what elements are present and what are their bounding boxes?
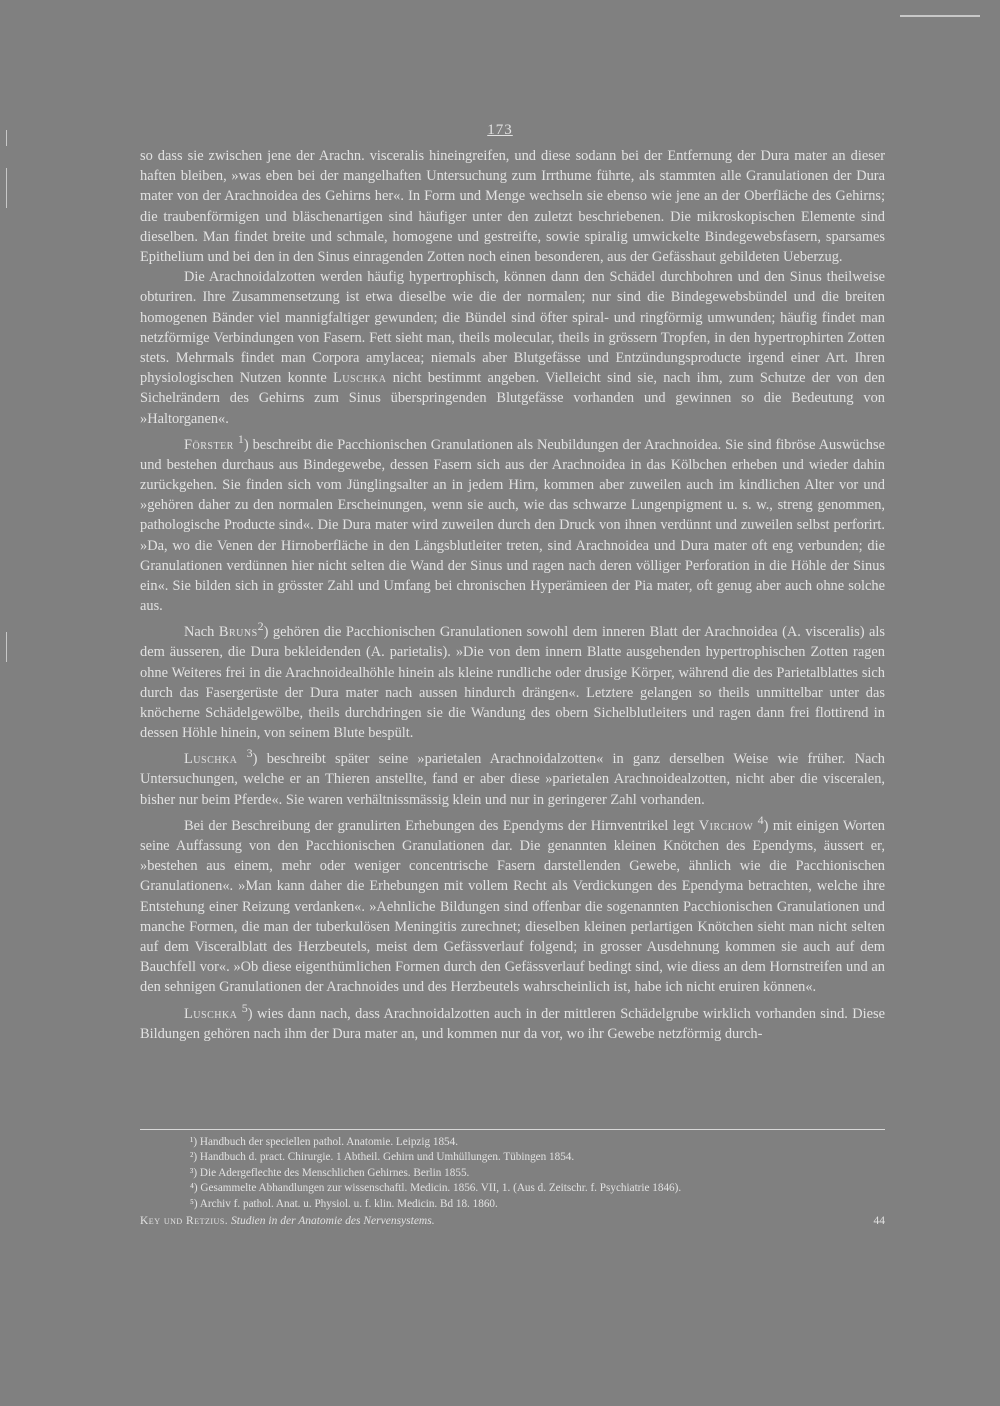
paragraph: Förster $^1$) beschreibt die Pacchionischen Granulationen als Neubildungen der Arachnoidea. Sie sind fibröse Auswüchse und bestehen durchaus aus Bindegewebe, dessen Fasern sich aus der Arachnoidea in das Kölbchen erheben und wieder dahin zurückgehen. Sie finden sich vom Jünglingsalter an in jedem Hirn, kommen aber zuweilen auch im kindlichen Alter vor und »gehören daher zu den normalen Erscheinungen, wenn sie auch, wie das schwarze Lungenpigment u. s. w., streng genommen, pathologische Producte sind«. Die Dura mater wird zuweilen durch den Druck von ihnen verdünnt und zuweilen selbst perforirt. »Da, wo die Venen der Hirnoberfläche in den Längsblutleiter treten, sind Arachnoidea und Dura mater oft eng verbunden; die Granulationen verdünnen hier nicht selten die Wand der Sinus und ragen nach deren völliger Perforation in die Höhle der Sinus ein«. Sie bilden sich in grösster Zahl und Umfang bei chronischen Hyperämieen der Pia mater, oft genug aber auch ohne solche aus. xyxy=(140,431,885,615)
author-name: Bruns xyxy=(218,624,258,641)
author-name: Luschka xyxy=(184,1005,238,1022)
sheet-footer xyxy=(140,1215,885,1227)
paragraph-text: gehören die Pacchionischen Granulationen sowohl dem inneren Blatt der Arachnoidea (A. visceralis) als dem äusseren, die Dura bekleidenden (A. parietalis). »Die von dem innern Blatte ausgehenden hypertrophischen Zotten ragen ohne Weiteres frei in die Arachnoidealhöhle hinein als kleine rundliche oder drusige Körper, während die des Parietalblattes sich durch das Fasergerüste der Dura mater nach aussen hindurch drängen«. Letztere gelangen so theils unmittelbar unter das knöcherne Schädelgewölbe, theils durchdringen sie die Wandung des obern Sichelblutleiters und ragen dann frei flottirend in dessen Höhle hinein, von seinem Blute bespült. xyxy=(140,624,885,742)
paragraph: Bei der Beschreibung der granulirten Erhebungen des Ependyms der Hirnventrikel legt Virchow $^4$) mit einigen Worten seine Auffassung von den Pacchionischen Granulationen dar. Die genannten kleinen Knötchen des Ependyms, äussert er, »bestehen aus einem, mehr oder weniger concentrische Fasern darstellenden Gewebe, ähnlich wie die Pacchionischen Granulationen«. »Man kann daher die Erhebungen mit vollem Recht als Verdickungen des Ependyma betrachten, welche ihre Entstehung einer Reizung verdanken«. »Aehnliche Bildungen sind offenbar die sogenannten Pacchionischen Granulationen und manche Formen, die man der tuberkulösen Meningitis zurechnet; dieselben kleinen perlartigen Knötchen sieht man nicht selten auf dem Visceralblatt des Herzbeutels, meist dem Gefässverlauf folgend; in grosser Ausdehnung kommen sie auch auf dem Bauchfell vor«. »Ob diese eigenthümlichen Formen durch den Gefässverlauf bedingt sind, wie diess an dem Hornstreifen und an den sehnigen Granulationen der Arachnoides und des Herzbeutels wahrscheinlich ist, habe ich nicht eruiren können«. xyxy=(140,812,885,996)
paragraph xyxy=(140,267,885,429)
footnote: ⁵) Archiv f. pathol. Anat. u. Physiol. u. f. klin. Medicin. Bd 18. 1860. xyxy=(190,1197,498,1210)
signature-line xyxy=(140,1215,435,1227)
footnote-ref: 5 xyxy=(241,1000,248,1015)
footnote-ref: 1 xyxy=(237,431,244,446)
author-name: Luschka xyxy=(333,370,387,387)
sheet-number: 44 xyxy=(873,1215,885,1227)
author-name: Förster xyxy=(184,436,234,453)
scan-artifact xyxy=(900,15,980,17)
footnote-divider xyxy=(140,1129,885,1130)
paragraph-text: Die Arachnoidalzotten werden häufig hypertrophisch, können dann den Schädel durchbohren und den Sinus theilweise obturiren. Ihre Zusammensetzung ist etwa dieselbe wie die der normalen; nur sind die Bindegewebsbündel und die breiten homogenen Bänder viel mannigfaltiger gewunden; die Bündel sind öfter spiral- und ringförmig umwunden; häufig findet man netzförmige Verbindungen von Fasern. Fett sieht man, theils molecular, theils in grössern Tropfen, in den hypertrophirten Zotten stets. Mehrmals findet man Corpora amylacea; niemals aber Blutgefässe und Entzündungsproducte irgend einer Art. Ihren physiologischen Nutzen konnte xyxy=(140,269,885,387)
footnote: ⁴) Gesammelte Abhandlungen zur wissenschaftl. Medicin. 1856. VII, 1. (Aus d. Zeitschr. f. Psychiatrie 1846). xyxy=(190,1182,682,1195)
footnote: ¹) Handbuch der speciellen pathol. Anatomie. Leipzig 1854. xyxy=(190,1136,459,1148)
scan-artifact xyxy=(6,632,7,662)
paragraph-text: beschreibt die Pacchionischen Granulationen als Neubildungen der Arachnoidea. Sie sind fibröse Auswüchse und bestehen durchaus aus Bindegewebe, dessen Fasern sich aus der Arachnoidea in das Kölbchen erheben und wieder dahin zurückgehen. Sie finden sich vom Jünglingsalter an in jedem Hirn, kommen aber zuweilen auch im kindlichen Alter vor und »gehören daher zu den normalen Erscheinungen, wenn sie auch, wie das schwarze Lungenpigment u. s. w., streng genommen, pathologische Producte sind«. Die Dura mater wird zuweilen durch den Druck von ihnen verdünnt und zuweilen selbst perforirt. »Da, wo die Venen der Hirnoberfläche in den Längsblutleiter treten, sind Arachnoidea und Dura mater oft eng verbunden; die Granulationen verdünnen hier nicht selten die Wand der Sinus und ragen nach deren völliger Perforation in die Höhle der Sinus ein«. Sie bilden sich in grösster Zahl und Umfang bei chronischen Hyperämieen der Pia mater, oft genug aber auch ohne solche aus. xyxy=(140,436,885,615)
author-name: Virchow xyxy=(698,817,754,834)
footnote-ref: 3 xyxy=(246,746,253,761)
footnote: ²) Handbuch d. pract. Chirurgie. 1 Abtheil. Gehirn und Umhüllungen. Tübingen 1854. xyxy=(190,1151,575,1164)
author-name: Luschka xyxy=(184,751,238,768)
paragraph: Luschka $^5$) wies dann nach, dass Arachnoidalzotten auch in der mittleren Schädelgrube wirklich vorhanden sind. Diese Bildungen gehören nach ihm der Dura mater an, und kommen nur da vor, wo ihr Gewebe netzförmig durch- xyxy=(140,1000,885,1042)
paragraph-text: wies dann nach, dass Arachnoidalzotten auch in der mittleren Schädelgrube wirklich vorhanden sind. Diese Bildungen gehören nach ihm der Dura mater an, und kommen nur da vor, wo ihr Gewebe netzförmig durch- xyxy=(140,1005,885,1042)
paragraph-text: nicht bestimmt angeben. Vielleicht sind sie, nach ihm, zum Schutze der von den Sichelrändern des Gehirns zum Sinus überspringenden Blutgefässe vorhanden und gewinnen so die Bedeutung von »Haltorganen«. xyxy=(140,370,885,427)
footnote-ref: 2 xyxy=(257,619,264,634)
body-text xyxy=(140,146,885,1044)
paragraph-text: beschreibt später seine »parietalen Arachnoidalzotten« in ganz derselben Weise wie früher. Nach Untersuchungen, welche er an Thieren anstellte, fand er aber diese »parietalen Arachnoidealzotten, nicht aber die visceralen, bisher nur beim Pferde«. Sie waren verhältnissmässig klein und nur in geringerer Zahl vorhanden. xyxy=(140,751,885,808)
scan-artifact xyxy=(6,168,7,208)
paragraph-text: mit einigen Worten seine Auffassung von den Pacchionischen Granulationen dar. Die genannten kleinen Knötchen des Ependyms, äussert er, »bestehen aus einem, mehr oder weniger concentrische Fasern darstellenden Gewebe, ähnlich wie die Pacchionischen Granulationen«. »Man kann daher die Erhebungen mit vollem Recht als Verdickungen des Ependyma betrachten, welche ihre Entstehung einer Reizung verdanken«. »Aehnliche Bildungen sind offenbar die sogenannten Pacchionischen Granulationen und manche Formen, die man der tuberkulösen Meningitis zurechnet; dieselben kleinen perlartigen Knötchen sieht man nicht selten auf dem Visceralblatt des Herzbeutels, meist dem Gefässverlauf folgend; in grosser Ausdehnung kommen sie auch auf dem Bauchfell vor«. »Ob diese eigenthümlichen Formen durch den Gefässverlauf bedingt sind, wie diess an dem Hornstreifen und an den sehnigen Granulationen der Arachnoides und des Herzbeutels wahrscheinlich ist, habe ich nicht eruiren können«. xyxy=(140,817,885,996)
paragraph-text: Bei der Beschreibung der granulirten Erhebungen des Ependyms der Hirnventrikel legt xyxy=(184,817,695,834)
footnotes xyxy=(190,1135,880,1212)
footer-title: Studien in der Anatomie des Nervensystems. xyxy=(231,1215,435,1227)
paragraph: Luschka $^3$) beschreibt später seine »parietalen Arachnoidalzotten« in ganz derselben Weise wie früher. Nach Untersuchungen, welche er an Thieren anstellte, fand er aber diese »parietalen Arachnoidealzotten, nicht aber die visceralen, bisher nur beim Pferde«. Sie waren verhältnissmässig klein und nur in geringerer Zahl vorhanden. xyxy=(140,746,885,808)
paragraph: so dass sie zwischen jene der Arachn. visceralis hineingreifen, und diese sodann bei der Entfernung der Dura mater an dieser haften bleiben, »was eben bei der mangelhaften Untersuchung zum Irrthume führte, als stammten alle Granulationen der Dura mater von der Arachnoidea des Gehirns her«. In Form und Menge wechseln sie ebenso wie jene an der Oberfläche des Gehirns; die traubenförmigen und bläschenartigen sind häufiger unter den zuletzt beschriebenen. Die mikroskopischen Elemente sind dieselben. Man findet breite und schmale, homogene und gestreifte, sowie spiralig umwickelte Bindegewebsfasern, sparsames Epithelium und bei den in den Sinus einragenden Zotten noch einen besonderen, aus der Gefässhaut gebildeten Ueberzug. xyxy=(140,148,885,266)
footer-authors: Key und Retzius. xyxy=(140,1215,229,1227)
footnote: ³) Die Adergeflechte des Menschlichen Gehirnes. Berlin 1855. xyxy=(190,1166,470,1179)
page-number: 173 xyxy=(487,122,513,138)
scan-artifact xyxy=(6,130,7,146)
paragraph: Nach Bruns$^2$) gehören die Pacchionischen Granulationen sowohl dem inneren Blatt der Arachnoidea (A. visceralis) als dem äusseren, die Dura bekleidenden (A. parietalis). »Die von dem innern Blatte ausgehenden hypertrophischen Zotten ragen ohne Weiteres frei in die Arachnoidealhöhle hinein als kleine rundliche oder drusige Körper, während die des Parietalblattes sich durch das Fasergerüste der Dura mater nach aussen hindurch drängen«. Letztere gelangen so theils unmittelbar unter das knöcherne Schädelgewölbe, theils durchdringen sie die Wandung des obern Sichelblutleiters und ragen dann frei flottirend in dessen Höhle hinein, von seinem Blute bespült. xyxy=(140,619,885,742)
footnote-ref: 4 xyxy=(757,812,764,827)
